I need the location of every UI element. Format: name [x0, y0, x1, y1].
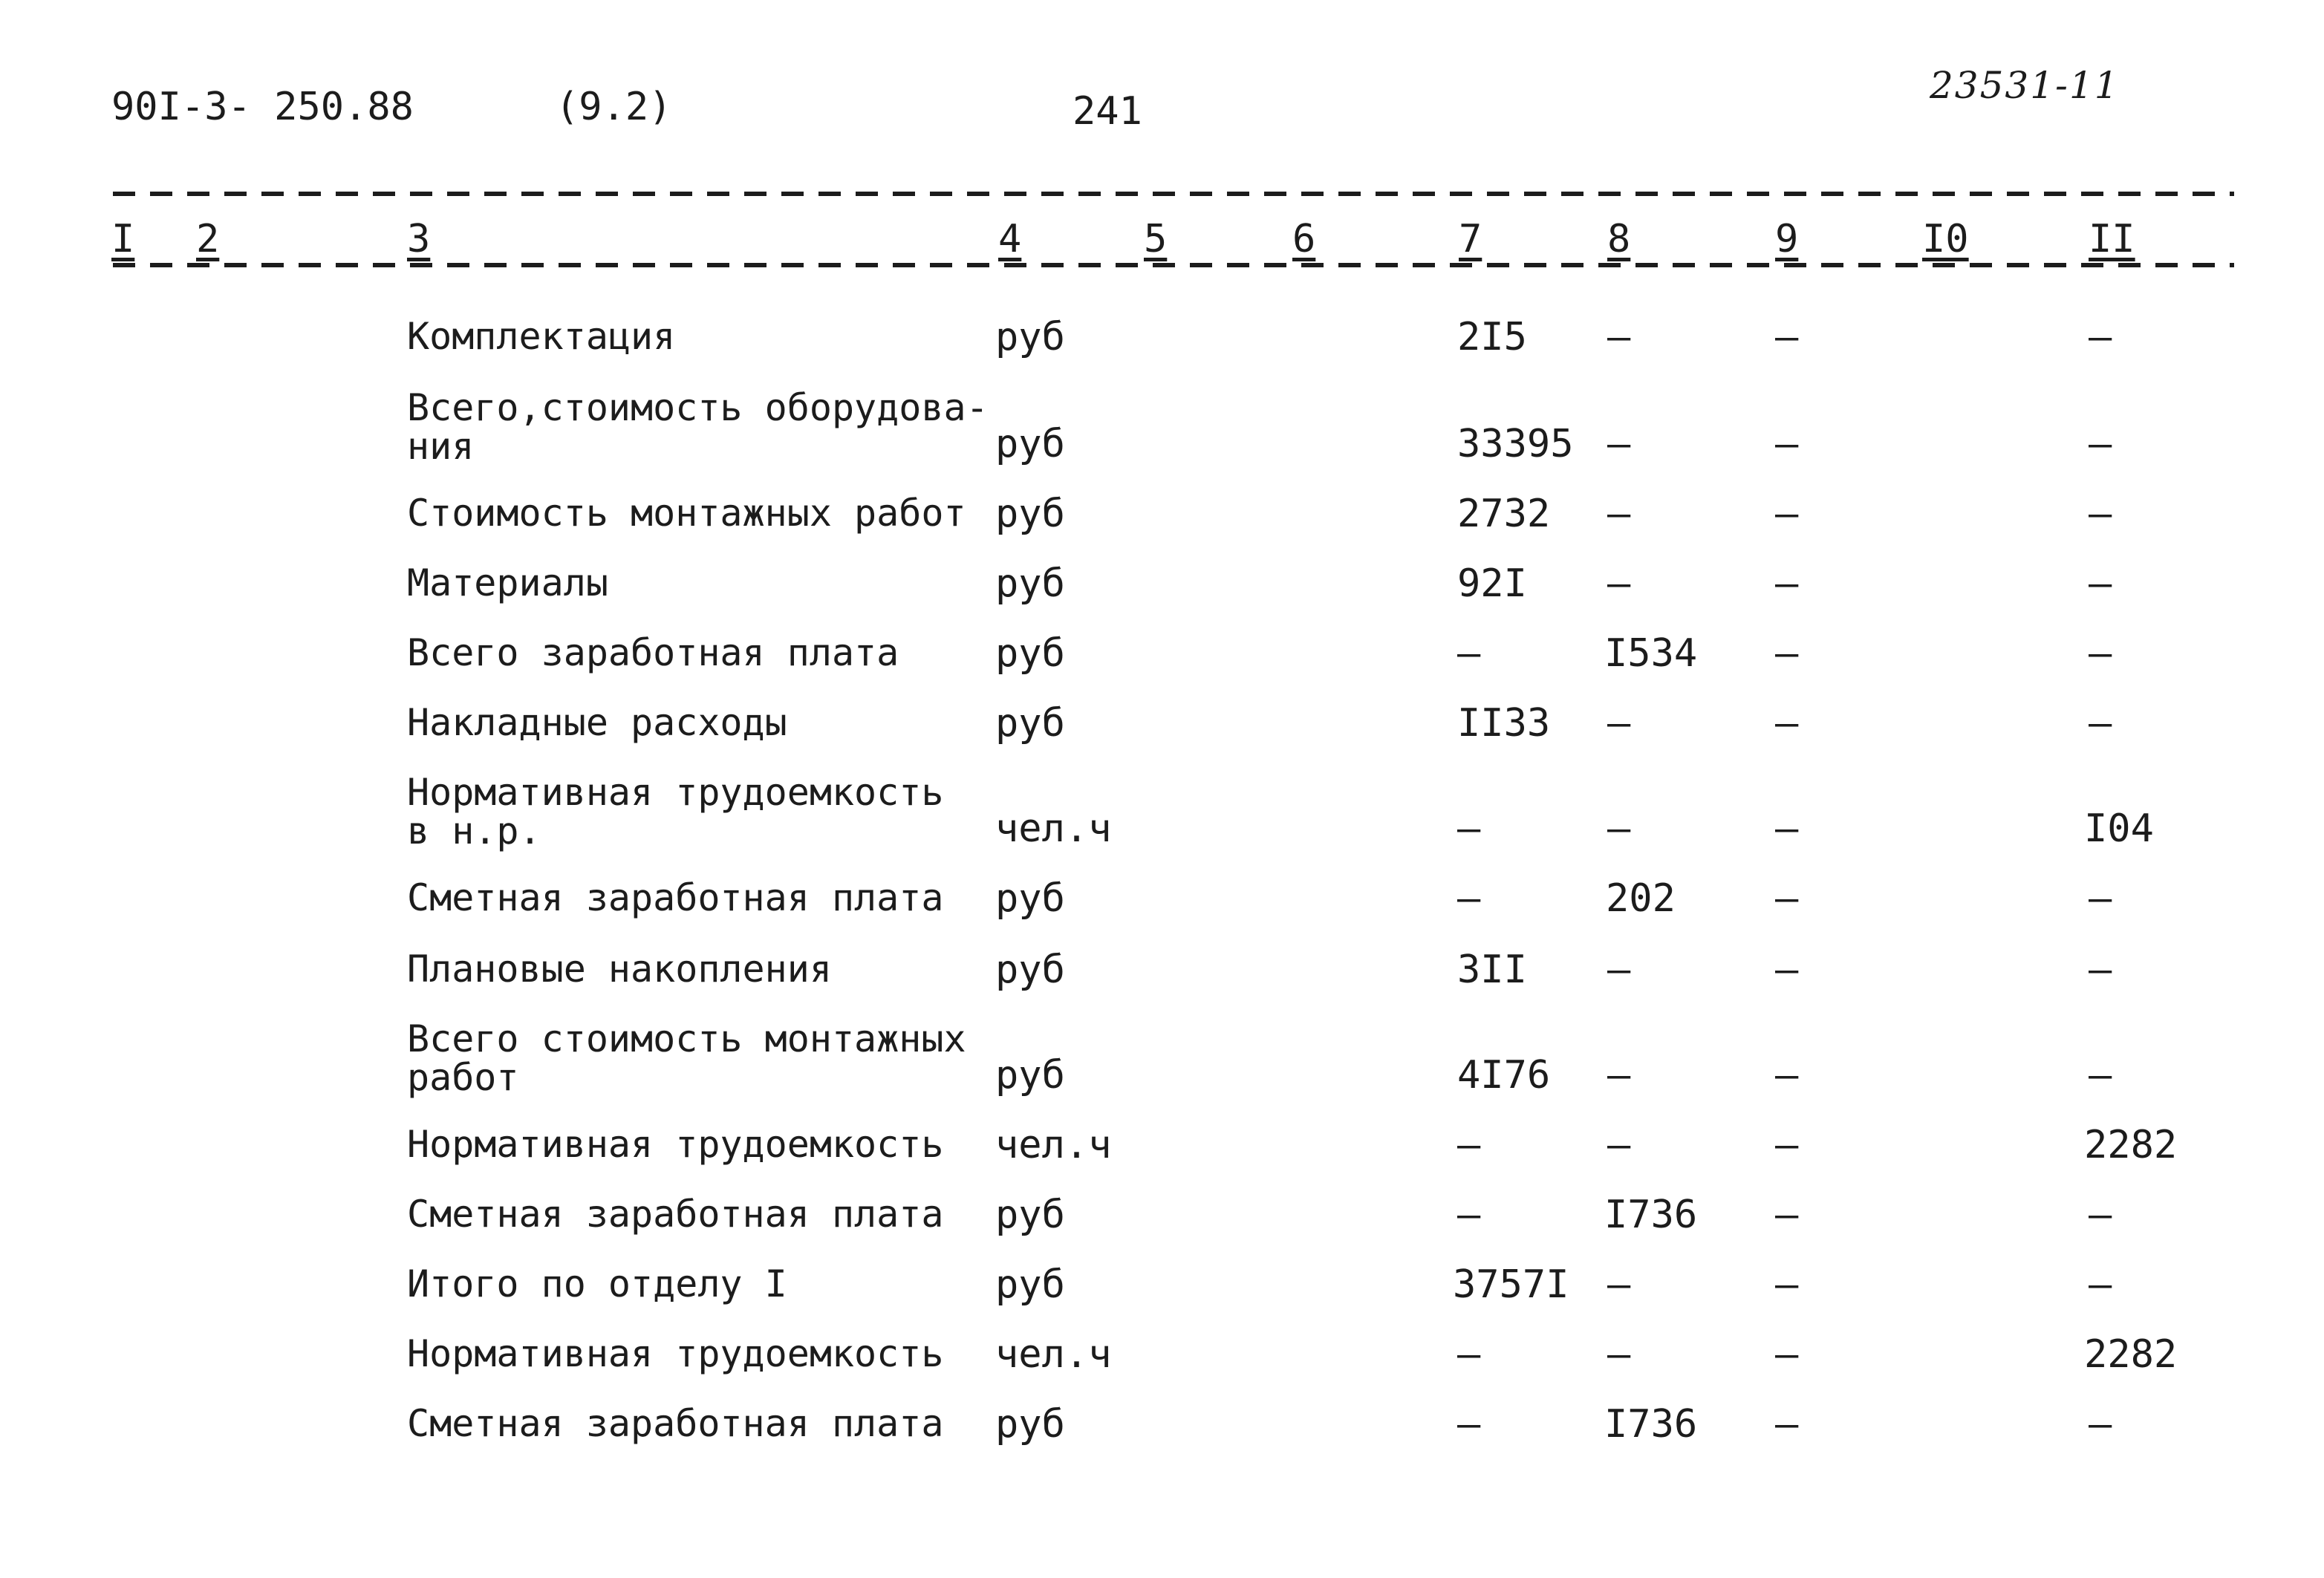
dashed-rule-columns — [113, 263, 2234, 267]
row-value-col7: 33395 — [1457, 422, 1574, 466]
row-description: Всего заработная плата — [407, 631, 899, 674]
row-value-col11: – — [2089, 948, 2112, 992]
row-value-col9: – — [1775, 422, 1799, 466]
row-value-col7: – — [1457, 1332, 1481, 1377]
row-value-col9: – — [1775, 1332, 1799, 1377]
row-value-col8: – — [1607, 1262, 1631, 1307]
row-value-col7: – — [1457, 806, 1481, 851]
row-value-col9: – — [1775, 1402, 1799, 1447]
row-value-col8: – — [1607, 806, 1631, 851]
row-value-col11: – — [2089, 492, 2112, 536]
row-value-col7: 2I5 — [1457, 315, 1527, 359]
column-number-1: I — [111, 217, 135, 261]
column-number-7: 7 — [1459, 217, 1482, 261]
row-value-col9: – — [1775, 948, 1799, 992]
row-value-col11: – — [2089, 1402, 2112, 1447]
row-unit: руб — [995, 561, 1065, 606]
row-value-col11: 2282 — [2084, 1332, 2178, 1377]
row-value-col9: – — [1775, 701, 1799, 746]
page-number: 241 — [1073, 89, 1142, 134]
row-description: Комплектация — [407, 315, 676, 358]
row-value-col9: – — [1775, 1193, 1799, 1237]
row-description: Всего,стоимость оборудова- ния — [407, 386, 989, 468]
row-value-col9: – — [1775, 315, 1799, 359]
dashed-rule-top — [113, 192, 2234, 196]
row-description: Материалы — [407, 561, 608, 604]
row-value-col7: 4I76 — [1457, 1053, 1551, 1098]
row-value-col7: – — [1457, 1402, 1481, 1447]
row-value-col9: – — [1775, 1262, 1799, 1307]
column-number-10: I0 — [1922, 217, 1969, 261]
row-value-col8: – — [1607, 701, 1631, 746]
row-value-col11: – — [2089, 1193, 2112, 1237]
row-description: Сметная заработная плата — [407, 1193, 944, 1236]
row-value-col8: – — [1607, 1053, 1631, 1098]
row-unit: руб — [995, 948, 1065, 992]
row-value-col8: – — [1607, 492, 1631, 536]
row-unit: руб — [995, 1053, 1065, 1098]
column-number-11: II — [2089, 217, 2135, 261]
row-value-col11: – — [2089, 561, 2112, 606]
row-description: Накладные расходы — [407, 701, 787, 744]
row-value-col7: – — [1457, 1193, 1481, 1237]
row-value-col7: 3757I — [1453, 1262, 1569, 1307]
row-unit: руб — [995, 315, 1065, 359]
column-number-4: 4 — [998, 217, 1022, 261]
row-value-col7: 3II — [1457, 948, 1527, 992]
row-value-col9: – — [1775, 1123, 1799, 1167]
section-number: (9.2) — [556, 85, 672, 129]
row-value-col7: II33 — [1457, 701, 1551, 746]
column-number-6: 6 — [1292, 217, 1316, 261]
row-value-col7: 92I — [1457, 561, 1527, 606]
column-number-5: 5 — [1144, 217, 1168, 261]
row-value-col7: – — [1457, 1123, 1481, 1167]
column-number-8: 8 — [1607, 217, 1631, 261]
row-description: Стоимость монтажных работ — [407, 492, 966, 535]
row-description: Нормативная трудоемкость — [407, 1123, 944, 1166]
row-value-col11: – — [2089, 1262, 2112, 1307]
document-code: 90I-3- 250.88 — [111, 85, 414, 129]
row-value-col8: I736 — [1604, 1193, 1698, 1237]
row-description: Сметная заработная плата — [407, 1402, 944, 1445]
row-description: Нормативная трудоемкость — [407, 1332, 944, 1375]
row-value-col8: – — [1607, 422, 1631, 466]
row-value-col7: – — [1457, 876, 1481, 921]
row-value-col9: – — [1775, 806, 1799, 851]
row-value-col11: – — [2089, 631, 2112, 676]
row-value-col9: – — [1775, 876, 1799, 921]
row-value-col8: – — [1607, 1123, 1631, 1167]
row-description: Итого по отделу I — [407, 1262, 787, 1305]
row-value-col11: 2282 — [2084, 1123, 2178, 1167]
row-description: Сметная заработная плата — [407, 876, 944, 919]
row-value-col7: – — [1457, 631, 1481, 676]
row-unit: руб — [995, 492, 1065, 536]
row-value-col7: 2732 — [1457, 492, 1551, 536]
row-value-col11: – — [2089, 876, 2112, 921]
row-unit: руб — [995, 876, 1065, 921]
row-value-col8: I736 — [1604, 1402, 1698, 1447]
row-unit: руб — [995, 422, 1065, 466]
row-unit: чел.ч — [995, 806, 1112, 851]
row-description: Плановые накопления — [407, 948, 832, 991]
row-unit: руб — [995, 1402, 1065, 1447]
archive-number: 23531-11 — [1930, 64, 2120, 107]
row-unit: руб — [995, 701, 1065, 746]
row-value-col8: I534 — [1604, 631, 1698, 676]
column-number-9: 9 — [1775, 217, 1799, 261]
row-value-col11: – — [2089, 315, 2112, 359]
row-description: Всего стоимость монтажных работ — [407, 1017, 966, 1099]
row-value-col8: – — [1607, 1332, 1631, 1377]
row-unit: чел.ч — [995, 1123, 1112, 1167]
row-unit: руб — [995, 631, 1065, 676]
row-value-col11: – — [2089, 1053, 2112, 1098]
row-description: Нормативная трудоемкость в н.р. — [407, 771, 944, 852]
row-value-col11: – — [2089, 701, 2112, 746]
row-value-col11: I04 — [2084, 806, 2154, 851]
row-unit: руб — [995, 1193, 1065, 1237]
row-unit: чел.ч — [995, 1332, 1112, 1377]
column-number-2: 2 — [196, 217, 220, 261]
row-value-col9: – — [1775, 492, 1799, 536]
row-value-col8: – — [1607, 315, 1631, 359]
row-value-col11: – — [2089, 422, 2112, 466]
row-value-col8: – — [1607, 948, 1631, 992]
row-value-col8: 202 — [1606, 876, 1676, 921]
row-value-col8: – — [1607, 561, 1631, 606]
row-value-col9: – — [1775, 1053, 1799, 1098]
row-value-col9: – — [1775, 561, 1799, 606]
row-value-col9: – — [1775, 631, 1799, 676]
column-number-3: 3 — [407, 217, 431, 261]
row-unit: руб — [995, 1262, 1065, 1307]
